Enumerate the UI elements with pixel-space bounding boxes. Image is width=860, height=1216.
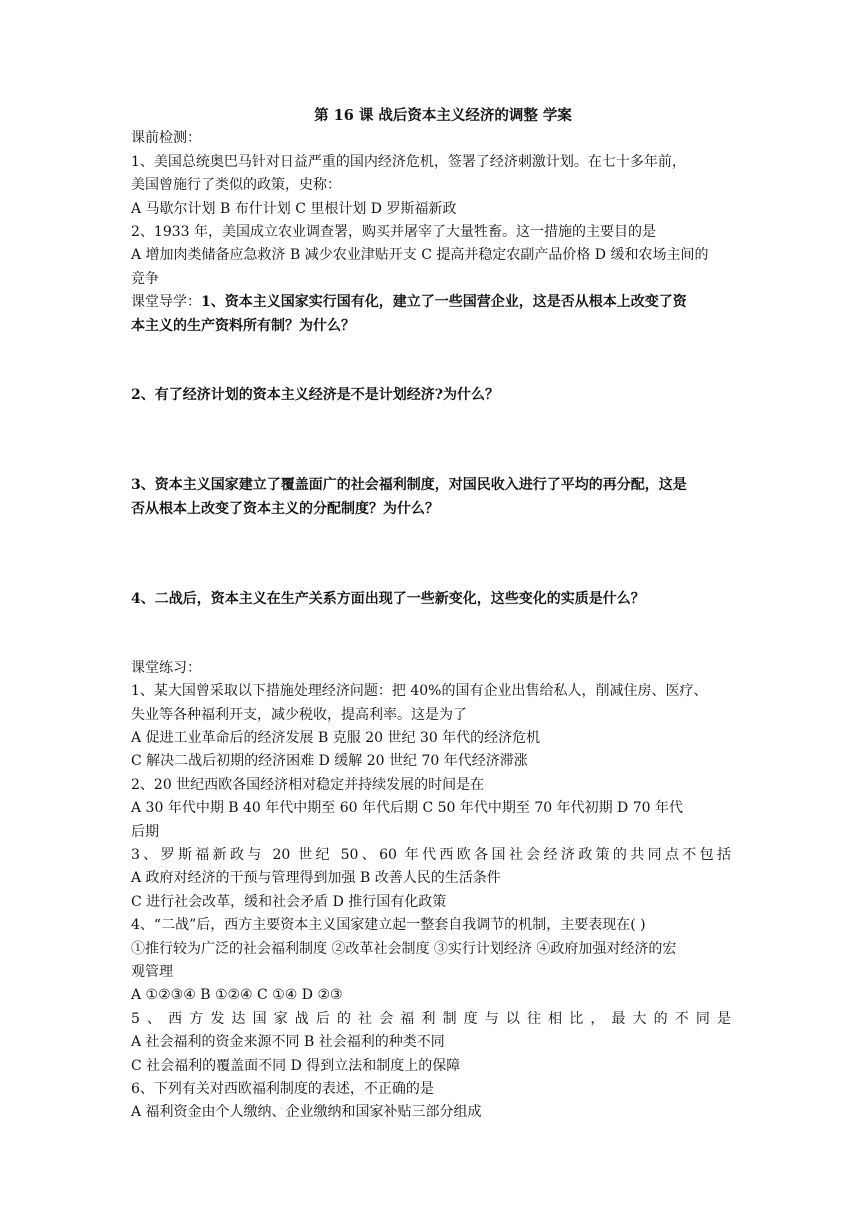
document-title: 第 16 课 战后资本主义经济的调整 学案 [314, 107, 572, 124]
pre-check-q1-line1: 1、美国总统奥巴马针对日益严重的国内经济危机，签署了经济刺激计划。在七十多年前， [131, 153, 686, 170]
practice-q6: 6、下列有关对西欧福利制度的表述，不正确的是 [131, 1081, 434, 1097]
practice-q1-line2: 失业等各种福利开支，减少税收，提高利率。这是为了 [131, 706, 467, 723]
pre-check-q1-options: A 马歇尔计划 B 布什计划 C 里根计划 D 罗斯福新政 [131, 200, 457, 217]
practice-q2: 2、20 世纪西欧各国经济相对稳定并持续发展的时间是在 [131, 776, 485, 793]
practice-q3-options-cd: C 进行社会改革，缓和社会矛盾 D 推行国有化政策 [131, 893, 447, 910]
guide-q1-line2: 本主义的生产资料所有制？为什么？ [131, 317, 355, 334]
guide-q3-line1: 3、资本主义国家建立了覆盖面广的社会福利制度，对国民收入进行了平均的再分配，这是 [131, 477, 687, 494]
guide-q1-text: 1、资本主义国家实行国有化，建立了一些国营企业，这是否从根本上改变了资 [201, 294, 687, 311]
practice-q3-options-ab: A 政府对经济的干预与管理得到加强 B 改善人民的生活条件 [131, 870, 501, 887]
practice-q1-options-ab: A 促进工业革命后的经济发展 B 克服 20 世纪 30 年代的经济危机 [131, 729, 541, 746]
guide-prefix: 课堂导学： [131, 294, 201, 311]
guide-q4: 4、二战后，资本主义在生产关系方面出现了一些新变化，这些变化的实质是什么？ [131, 591, 645, 608]
guide-q2: 2、有了经济计划的资本主义经济是不是计划经济?为什么？ [131, 387, 499, 404]
practice-q2-options-line1: A 30 年代中期 B 40 年代中期至 60 年代后期 C 50 年代中期至 70 年代初期 D 70 年代 [131, 800, 683, 817]
practice-heading: 课堂练习： [131, 659, 201, 676]
practice-q2-options-line2: 后期 [131, 823, 159, 840]
practice-q3: 3、罗斯福新政与 20 世纪 50、60 年代西欧各国社会经济政策的共同点不包括 [131, 846, 731, 863]
pre-check-q2-line1: 2、1933 年，美国成立农业调查署，购买并屠宰了大量牲畜。这一措施的主要目的是 [131, 224, 656, 241]
practice-q4-items-line2: 观管理 [131, 963, 173, 980]
practice-q5-options-cd: C 社会福利的覆盖面不同 D 得到立法和制度上的保障 [131, 1057, 461, 1074]
practice-q4-options: A ①②③④ B ①②④ C ①④ D ②③ [131, 987, 343, 1004]
pre-check-q2-options-line1: A 增加肉类储备应急救济 B 减少农业津贴开支 C 提高并稳定农副产品价格 D 缓和农场主间的 [131, 247, 709, 264]
practice-q6-option-a: A 福利资金由个人缴纳、企业缴纳和国家补贴三部分组成 [131, 1104, 482, 1121]
guide-q3-line2: 否从根本上改变了资本主义的分配制度？为什么？ [131, 500, 439, 517]
practice-q1-line1: 1、某大国曾采取以下措施处理经济问题：把 40%的国有企业出售给私人，削减住房、医疗、 [131, 683, 708, 700]
guide-q1-line1 [131, 291, 731, 314]
practice-q5: 5、西方发达国家战后的社会福利制度与以往相比，最大的不同是 [131, 1010, 731, 1027]
practice-q1-options-cd: C 解决二战后初期的经济困难 D 缓解 20 世纪 70 年代经济滞涨 [131, 753, 528, 770]
document-body [131, 104, 731, 1125]
pre-check-q1-line2: 美国曾施行了类似的政策，史称： [131, 177, 341, 194]
pre-check-q2-options-line2: 竞争 [131, 270, 159, 287]
practice-q5-options-ab: A 社会福利的资金来源不同 B 社会福利的种类不同 [131, 1034, 445, 1051]
pre-check-heading: 课前检测： [131, 130, 201, 147]
practice-q4: 4、“二战”后，西方主要资本主义国家建立起一整套自我调节的机制，主要表现在( ) [131, 917, 646, 934]
practice-q4-items-line1: ①推行较为广泛的社会福利制度 ②改革社会制度 ③实行计划经济 ④政府加强对经济的宏 [131, 940, 677, 957]
